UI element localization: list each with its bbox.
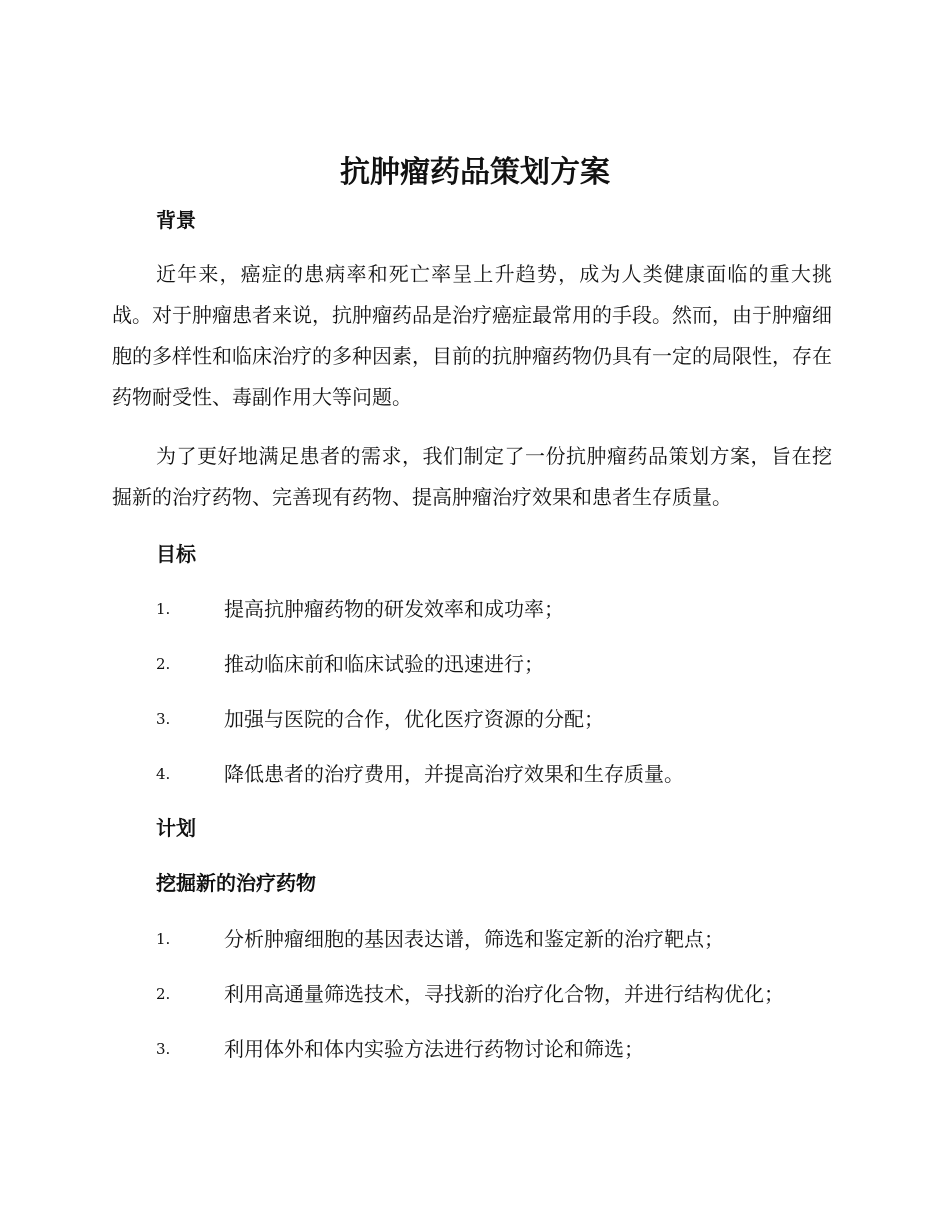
list-text: 利用体外和体内实验方法进行药物讨论和筛选； bbox=[224, 1037, 644, 1061]
list-text: 分析肿瘤细胞的基因表达谱，筛选和鉴定新的治疗靶点； bbox=[224, 927, 724, 951]
plan-list-item bbox=[156, 979, 836, 1009]
list-number: 3. bbox=[156, 1040, 171, 1058]
goal-list-item bbox=[156, 649, 836, 679]
goal-list-item bbox=[156, 759, 836, 789]
background-paragraph-1: 近年来，癌症的患病率和死亡率呈上升趋势，成为人类健康面临的重大挑战。对于肿瘤患者来说，抗肿瘤药品是治疗癌症最常用的手段。然而，由于肿瘤细胞的多样性和临床治疗的多种因素，目前的抗肿瘤药物仍具有一定的局限性，存在药物耐受性、毒副作用大等问题。 bbox=[112, 262, 832, 409]
list-number: 1. bbox=[156, 600, 171, 618]
list-number: 3. bbox=[156, 710, 171, 728]
section-heading-goals: 目标 bbox=[156, 542, 196, 566]
list-text: 降低患者的治疗费用，并提高治疗效果和生存质量。 bbox=[224, 762, 684, 786]
list-text: 利用高通量筛选技术，寻找新的治疗化合物，并进行结构优化； bbox=[224, 982, 784, 1006]
subsection-heading-new-drugs: 挖掘新的治疗药物 bbox=[156, 871, 316, 895]
list-text: 推动临床前和临床试验的迅速进行； bbox=[224, 652, 544, 676]
list-text: 提高抗肿瘤药物的研发效率和成功率； bbox=[224, 597, 564, 621]
list-number: 4. bbox=[156, 765, 171, 783]
section-heading-plan: 计划 bbox=[156, 816, 196, 840]
section-heading-background: 背景 bbox=[156, 208, 196, 232]
list-number: 1. bbox=[156, 930, 171, 948]
list-number: 2. bbox=[156, 655, 171, 673]
list-text: 加强与医院的合作，优化医疗资源的分配； bbox=[224, 707, 604, 731]
background-paragraph-2: 为了更好地满足患者的需求，我们制定了一份抗肿瘤药品策划方案，旨在挖掘新的治疗药物、完善现有药物、提高肿瘤治疗效果和患者生存质量。 bbox=[112, 444, 832, 509]
document-title: 抗肿瘤药品策划方案 bbox=[340, 155, 610, 190]
plan-list-item bbox=[156, 1034, 836, 1064]
goal-list-item bbox=[156, 594, 836, 624]
list-number: 2. bbox=[156, 985, 171, 1003]
goal-list-item bbox=[156, 704, 836, 734]
plan-list-item bbox=[156, 924, 836, 954]
